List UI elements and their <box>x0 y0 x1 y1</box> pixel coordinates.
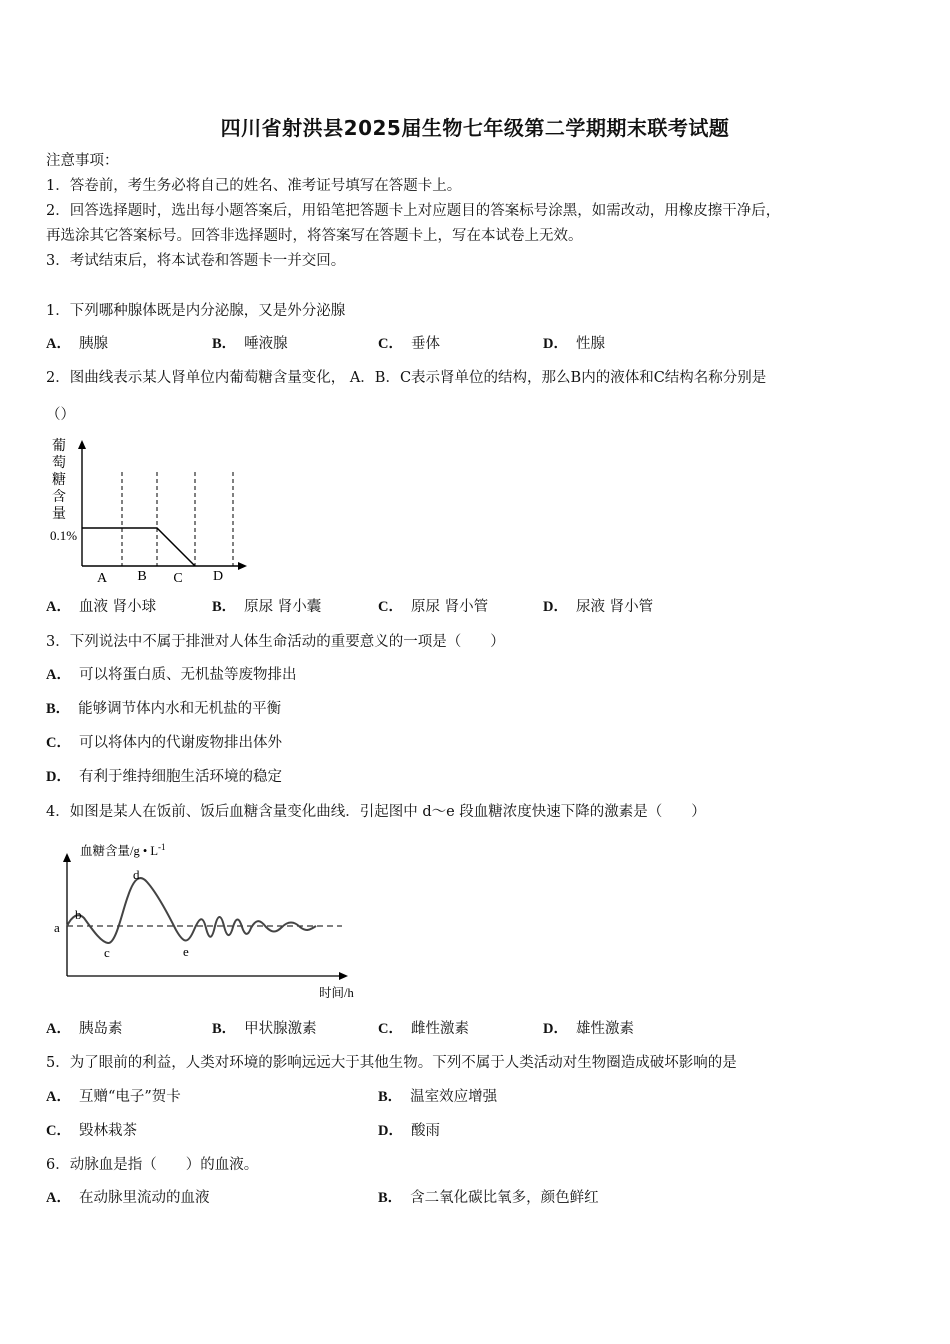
y-label-char: 葡 <box>52 439 66 454</box>
notice-item: 再选涂其它答案标号。回答非选择题时，将答案写在答题卡上，写在本试卷上无效。 <box>46 228 583 244</box>
point-label-a: a <box>54 920 60 935</box>
option-key: A． <box>46 336 71 352</box>
q1-option-a[interactable] <box>46 334 108 354</box>
q5-option-b[interactable] <box>378 1087 497 1107</box>
point-label-b: b <box>75 907 82 922</box>
q2-option-b[interactable] <box>212 597 321 617</box>
option-text: 有利于维持细胞生活环境的稳定 <box>78 769 282 785</box>
option-key: D． <box>378 1123 403 1139</box>
notice-item: 1．答卷前，考生务必将自己的姓名、准考证号填写在答题卡上。 <box>46 178 462 194</box>
option-text: 甲状腺激素 <box>244 1021 317 1037</box>
option-key: B． <box>212 336 237 352</box>
x-label-d: D <box>212 569 224 584</box>
option-key: C． <box>46 1123 71 1139</box>
y-label-char: 含 <box>52 490 66 505</box>
q4-option-b[interactable] <box>212 1019 317 1039</box>
q2-option-d[interactable] <box>543 597 653 617</box>
option-text: 可以将蛋白质、无机盐等废物排出 <box>78 667 297 683</box>
y-label-char: 萄 <box>52 456 66 471</box>
x-label-a: A <box>96 571 108 586</box>
x-axis-arrow <box>238 562 247 570</box>
x-label-c: C <box>173 571 183 586</box>
option-text: 垂体 <box>410 336 440 352</box>
option-key: A． <box>46 599 71 615</box>
option-text: 能够调节体内水和无机盐的平衡 <box>78 701 282 717</box>
option-text: 胰腺 <box>78 336 108 352</box>
q3-option-a[interactable] <box>46 665 296 685</box>
option-text: 酸雨 <box>410 1123 440 1139</box>
option-key: C． <box>378 336 403 352</box>
question-5-stem: 5．为了眼前的利益，人类对环境的影响远远大于其他生物。下列不属于人类活动对生物圈造成破坏影响的是 <box>46 1055 737 1071</box>
notice-heading: 注意事项： <box>46 153 119 169</box>
y-label-char: 量 <box>52 507 66 522</box>
question-3-stem: 3．下列说法中不属于排泄对人体生命活动的重要意义的一项是（ ） <box>46 634 505 650</box>
q6-option-a[interactable] <box>46 1188 209 1208</box>
option-key: C． <box>46 735 71 751</box>
option-text: 原尿 肾小管 <box>410 599 489 615</box>
q6-option-b[interactable] <box>378 1188 599 1208</box>
option-text: 胰岛素 <box>78 1021 123 1037</box>
option-text: 雌性激素 <box>410 1021 469 1037</box>
q5-option-c[interactable] <box>46 1121 137 1141</box>
option-text: 互赠“电子”贺卡 <box>78 1089 181 1105</box>
q4-option-c[interactable] <box>378 1019 469 1039</box>
option-text: 温室效应增强 <box>410 1089 498 1105</box>
blood-sugar-curve <box>67 878 316 943</box>
y-axis-label: 血糖含量/g • $L^{-1}$ <box>80 842 166 858</box>
option-text: 雄性激素 <box>575 1021 634 1037</box>
option-text: 唾液腺 <box>244 336 288 352</box>
option-key: B． <box>212 1021 237 1037</box>
q3-option-b[interactable] <box>46 699 281 719</box>
notice-item: 3．考试结束后，将本试卷和答题卡一并交回。 <box>46 253 346 269</box>
option-text: 原尿 肾小囊 <box>244 599 322 615</box>
point-label-e: e <box>183 944 189 959</box>
glucose-curve <box>82 528 195 566</box>
option-key: D． <box>543 1021 568 1037</box>
q1-option-b[interactable] <box>212 334 288 354</box>
option-key: A． <box>46 667 71 683</box>
q5-option-a[interactable] <box>46 1087 181 1107</box>
option-key: D． <box>46 769 71 785</box>
option-key: B． <box>378 1089 403 1105</box>
q2-option-a[interactable] <box>46 597 156 617</box>
option-text: 尿液 肾小管 <box>575 599 654 615</box>
q4-option-a[interactable] <box>46 1019 122 1039</box>
option-key: B． <box>378 1190 403 1206</box>
option-text: 血液 肾小球 <box>78 599 157 615</box>
option-text: 可以将体内的代谢废物排出体外 <box>78 735 282 751</box>
point-label-d: d <box>133 867 140 882</box>
point-label-c: c <box>104 945 110 960</box>
option-key: D． <box>543 599 568 615</box>
y-axis-arrow <box>78 440 86 449</box>
question-2-stem-cont: （） <box>46 407 75 423</box>
y-axis-arrow <box>63 853 71 862</box>
q1-option-c[interactable] <box>378 334 440 354</box>
option-text: 含二氧化碳比氧多，颜色鲜红 <box>410 1190 599 1206</box>
q2-option-c[interactable] <box>378 597 488 617</box>
question-1-stem: 1．下列哪种腺体既是内分泌腺，又是外分泌腺 <box>46 303 346 319</box>
notice-item: 2．回答选择题时，选出每小题答案后，用铅笔把答题卡上对应题目的答案标号涂黑，如需改动，用橡皮擦干净后， <box>46 203 781 219</box>
question-2-stem: 2．图曲线表示某人肾单位内葡萄糖含量变化， A．B．C表示肾单位的结构，那么B内的液体和C结构名称分别是 <box>46 370 767 386</box>
question-4-stem: 4．如图是某人在饭前、饭后血糖含量变化曲线．引起图中 d～e 段血糖浓度快速下降的激素是（ ） <box>46 804 706 820</box>
option-key: A． <box>46 1089 71 1105</box>
option-key: D． <box>543 336 568 352</box>
q5-option-d[interactable] <box>378 1121 440 1141</box>
q3-option-d[interactable] <box>46 767 282 787</box>
x-label-b: B <box>137 569 147 584</box>
y-label-char: 糖 <box>52 473 66 488</box>
option-key: A． <box>46 1021 71 1037</box>
question-6-stem: 6．动脉血是指（ ）的血液。 <box>46 1157 259 1173</box>
option-text: 在动脉里流动的血液 <box>78 1190 210 1206</box>
x-axis-arrow <box>339 972 348 980</box>
q1-option-d[interactable] <box>543 334 605 354</box>
q4-option-d[interactable] <box>543 1019 634 1039</box>
option-text: 性腺 <box>575 336 605 352</box>
exam-title: 四川省射洪县2025届生物七年级第二学期期末联考试题 <box>220 116 730 140</box>
option-key: B． <box>46 701 71 717</box>
q3-option-c[interactable] <box>46 733 282 753</box>
option-key: C． <box>378 599 403 615</box>
option-text: 毁林栽茶 <box>78 1123 137 1139</box>
y-tick-label: 0.1% <box>50 528 78 543</box>
option-key: C． <box>378 1021 403 1037</box>
option-key: B． <box>212 599 237 615</box>
blood-sugar-figure <box>48 840 368 1004</box>
glucose-kidney-figure <box>44 432 254 588</box>
x-axis-label: 时间/h <box>319 986 354 1000</box>
option-key: A． <box>46 1190 71 1206</box>
